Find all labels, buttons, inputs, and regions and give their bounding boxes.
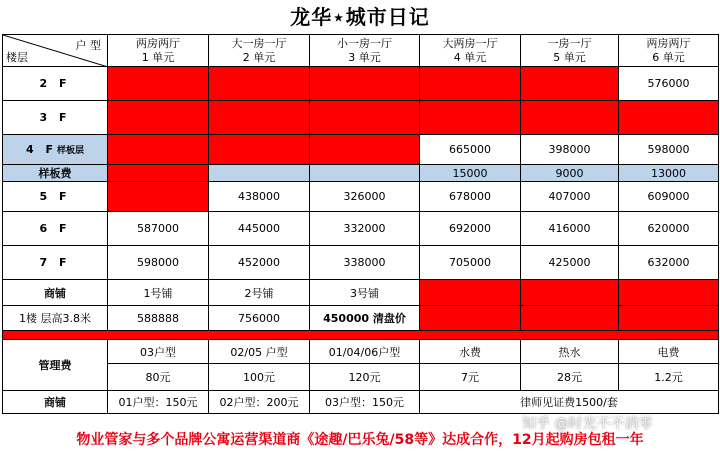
row-shop-mgmt [3, 391, 719, 414]
mgmt-type-cell: 02/05 户型 [209, 340, 310, 364]
row-4f [3, 135, 719, 165]
floor-label: 6 F [3, 212, 108, 246]
floor-label [3, 135, 108, 165]
price-cell: 416000 [521, 212, 619, 246]
clearance-price-cell: 450000 清盘价 [310, 306, 420, 331]
row-7f [3, 246, 719, 280]
empty-cell [209, 165, 310, 182]
price-cell: 620000 [619, 212, 719, 246]
sold-cell [521, 306, 619, 331]
row-3f [3, 101, 719, 135]
empty-cell [310, 165, 420, 182]
row-2f [3, 67, 719, 101]
shop-cell: 2号铺 [209, 280, 310, 306]
utility-price-cell: 28元 [521, 364, 619, 391]
shop-label: 商铺 [3, 280, 108, 306]
row-5f [3, 182, 719, 212]
col-unit: 3 单元 [348, 50, 381, 64]
floor-label: 3 F [3, 101, 108, 135]
shop-cell: 1号铺 [108, 280, 209, 306]
col-unit: 1 单元 [141, 50, 175, 64]
price-cell: 438000 [209, 182, 310, 212]
sold-cell [108, 67, 209, 101]
mgmt-price-cell: 100元 [209, 364, 310, 391]
price-cell: 452000 [209, 246, 310, 280]
row-mgmt-types [3, 340, 719, 364]
price-cell: 678000 [420, 182, 521, 212]
mgmt-type-cell: 03户型 [108, 340, 209, 364]
price-cell: 326000 [310, 182, 420, 212]
price-cell: 425000 [521, 246, 619, 280]
price-cell: 332000 [310, 212, 420, 246]
price-cell: 598000 [108, 246, 209, 280]
price-cell: 398000 [521, 135, 619, 165]
sold-cell [108, 135, 209, 165]
sold-cell [209, 135, 310, 165]
shop-mgmt-cell: 01户型：150元 [108, 391, 209, 414]
shop-mgmt-cell: 03户型：150元 [310, 391, 420, 414]
utility-price-cell: 1.2元 [619, 364, 719, 391]
price-cell: 692000 [420, 212, 521, 246]
price-cell: 609000 [619, 182, 719, 212]
sold-cell [420, 306, 521, 331]
header-row [3, 35, 719, 67]
sold-cell [521, 67, 619, 101]
price-cell: 705000 [420, 246, 521, 280]
sold-cell [209, 67, 310, 101]
fee-label: 样板费 [3, 165, 108, 182]
col-name: 大两房一厅 [442, 36, 498, 50]
col-unit: 4 单元 [453, 50, 487, 64]
col-header-4 [420, 35, 521, 67]
mgmt-price-cell: 120元 [310, 364, 420, 391]
col-name: 大一房一厅 [231, 36, 287, 50]
corner-type-label: 户 型 [75, 39, 101, 52]
col-header-2 [209, 35, 310, 67]
sheet-title: 龙华⋆城市日记 [290, 5, 430, 29]
price-cell: 407000 [521, 182, 619, 212]
col-name: 两房两厅 [646, 36, 691, 50]
shop-price-cell: 756000 [209, 306, 310, 331]
sold-cell [108, 182, 209, 212]
price-cell: 632000 [619, 246, 719, 280]
separator-row [3, 331, 719, 340]
price-cell: 338000 [310, 246, 420, 280]
sold-cell [310, 135, 420, 165]
utility-cell: 电费 [619, 340, 719, 364]
col-name: 一房一厅 [547, 36, 592, 50]
price-cell: 576000 [619, 67, 719, 101]
corner-floor-label: 楼层 [6, 51, 28, 64]
price-table [2, 34, 719, 414]
corner-cell [3, 35, 108, 67]
row-6f [3, 212, 719, 246]
sold-cell [420, 101, 521, 135]
mgmt-label: 管理费 [3, 340, 108, 391]
price-cell: 665000 [420, 135, 521, 165]
shop-height-label: 1楼 层高3.8米 [3, 306, 108, 331]
sold-cell [108, 165, 209, 182]
col-name: 小一房一厅 [337, 36, 392, 50]
fee-cell: 13000 [619, 165, 719, 182]
sold-cell [420, 67, 521, 101]
col-name: 两房两厅 [136, 36, 180, 50]
sold-cell [209, 101, 310, 135]
footer-notice: 物业管家与多个品牌公寓运营渠道商《途趣/巴乐兔/58等》达成合作，12月起购房包租一年 [76, 432, 644, 448]
row-model-fee [3, 165, 719, 182]
col-unit: 2 单元 [242, 50, 276, 64]
shop-mgmt-label: 商铺 [3, 391, 108, 414]
floor-label: 5 F [3, 182, 108, 212]
floor-sub-label: 样板层 [56, 146, 84, 156]
utility-price-cell: 7元 [420, 364, 521, 391]
sold-cell [619, 306, 719, 331]
price-cell: 445000 [209, 212, 310, 246]
col-header-5 [521, 35, 619, 67]
col-header-3 [310, 35, 420, 67]
watermark: 知乎 @时光不不消零 [522, 416, 653, 432]
utility-cell: 水费 [420, 340, 521, 364]
sold-cell [310, 67, 420, 101]
mgmt-type-cell: 01/04/06户型 [310, 340, 420, 364]
shop-cell: 3号铺 [310, 280, 420, 306]
fee-cell: 9000 [521, 165, 619, 182]
col-unit: 5 单元 [553, 50, 586, 64]
sold-cell [420, 280, 521, 306]
utility-cell: 热水 [521, 340, 619, 364]
separator-bar [3, 331, 719, 340]
lawyer-fee-cell: 律师见证费1500/套 [420, 391, 719, 414]
col-unit: 6 单元 [652, 50, 685, 64]
row-mgmt-prices [3, 364, 719, 391]
sold-cell [619, 280, 719, 306]
col-header-1 [108, 35, 209, 67]
sold-cell [521, 280, 619, 306]
sold-cell [108, 101, 209, 135]
floor-label: 2 F [3, 67, 108, 101]
sold-cell [619, 101, 719, 135]
shop-mgmt-cell: 02户型：200元 [209, 391, 310, 414]
mgmt-price-cell: 80元 [108, 364, 209, 391]
col-header-6 [619, 35, 719, 67]
fee-cell: 15000 [420, 165, 521, 182]
shop-price-cell: 588888 [108, 306, 209, 331]
sold-cell [521, 101, 619, 135]
row-shop [3, 280, 719, 306]
price-cell: 587000 [108, 212, 209, 246]
floor-number: 4 F [25, 143, 57, 156]
row-shop-price [3, 306, 719, 331]
sold-cell [310, 101, 420, 135]
price-cell: 598000 [619, 135, 719, 165]
floor-label: 7 F [3, 246, 108, 280]
